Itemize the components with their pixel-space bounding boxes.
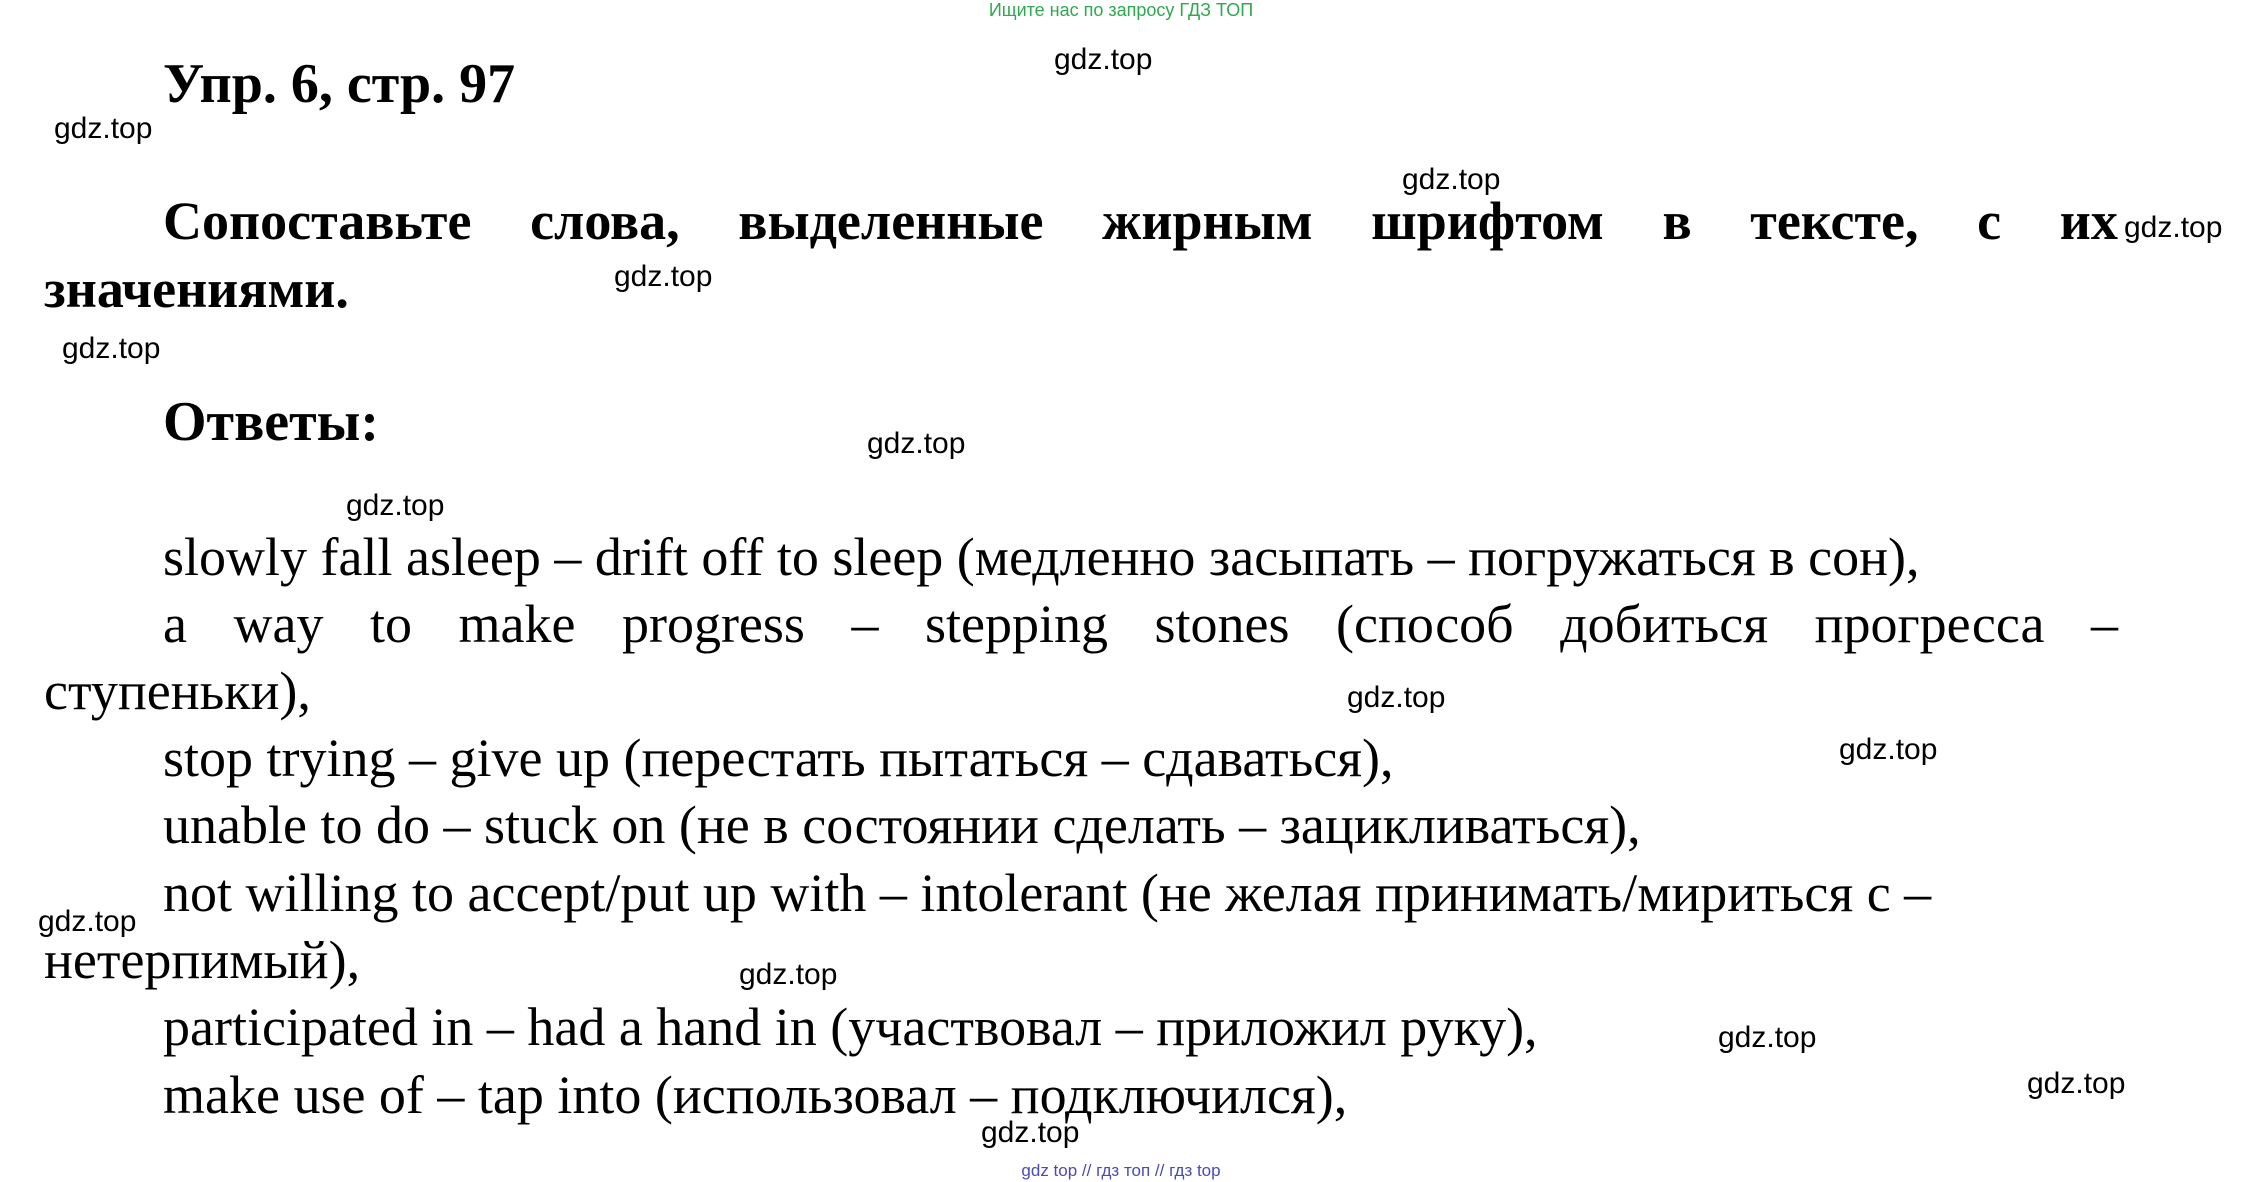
- answer-word: make: [458, 594, 576, 654]
- answer-line: not willing to accept/put up with – intolerant (не желая принимать/мириться с –: [163, 863, 1932, 923]
- watermark: gdz.top: [981, 1116, 1080, 1149]
- watermark: gdz.top: [2027, 1067, 2126, 1100]
- answer-word: добиться: [1560, 594, 1769, 654]
- watermark: gdz.top: [867, 427, 966, 460]
- watermark: gdz.top: [1054, 43, 1153, 76]
- task-word: их: [2059, 191, 2118, 251]
- watermark: gdz.top: [1347, 681, 1446, 714]
- answer-word: –: [2091, 594, 2118, 654]
- answer-word: way: [233, 594, 324, 654]
- watermark: gdz.top: [1718, 1021, 1817, 1054]
- answer-word: a: [163, 594, 187, 654]
- watermark: gdz.top: [614, 260, 713, 293]
- task-word: слова,: [530, 191, 680, 251]
- watermark: gdz.top: [54, 112, 153, 145]
- watermark: gdz.top: [1402, 163, 1501, 196]
- watermark: gdz.top: [1839, 733, 1938, 766]
- answer-line: make use of – tap into (использовал – подключился),: [163, 1065, 1348, 1125]
- task-word: тексте,: [1750, 191, 1919, 251]
- answer-word: to: [369, 594, 412, 654]
- answer-word: (способ: [1336, 594, 1514, 654]
- answer-word: progress: [621, 594, 805, 654]
- exercise-title: Упр. 6, стр. 97: [163, 53, 516, 115]
- answer-word: stepping: [924, 594, 1108, 654]
- watermark: gdz.top: [2124, 211, 2223, 244]
- answers-heading: Ответы:: [163, 391, 380, 453]
- watermark: gdz.top: [739, 958, 838, 991]
- answer-line: нетерпимый),: [44, 930, 361, 990]
- task-word: в: [1662, 191, 1692, 251]
- watermark: gdz.top: [38, 905, 137, 938]
- answer-line: slowly fall asleep – drift off to sleep (медленно засыпать – погружаться в сон),: [163, 527, 1920, 587]
- watermark: gdz.top: [62, 332, 161, 365]
- answer-line: participated in – had a hand in (участвовал – приложил руку),: [163, 997, 1538, 1057]
- task-word: жирным: [1102, 191, 1313, 251]
- answer-line: stop trying – give up (перестать пытаться – сдаваться),: [163, 728, 1394, 788]
- top-banner: Ищите нас по запросу ГДЗ ТОП: [988, 0, 1254, 20]
- task-line-2: значениями.: [44, 259, 349, 319]
- task-word: с: [1977, 191, 2002, 251]
- watermark: gdz.top: [346, 489, 445, 522]
- answer-word: –: [851, 594, 879, 654]
- task-word: выделенные: [738, 191, 1044, 251]
- answer-line: unable to do – stuck on (не в состоянии сделать – зацикливаться),: [163, 795, 1641, 855]
- answer-line: [163, 594, 2118, 654]
- answer-word: прогресса: [1814, 594, 2045, 654]
- task-word: Сопоставьте: [163, 191, 472, 251]
- task-line-1: [163, 191, 2118, 251]
- task-word: шрифтом: [1371, 191, 1604, 251]
- footer-links: gdz top // гдз топ // гдз top: [1021, 1161, 1221, 1180]
- answer-line: ступеньки),: [44, 661, 311, 721]
- answer-word: stones: [1154, 594, 1290, 654]
